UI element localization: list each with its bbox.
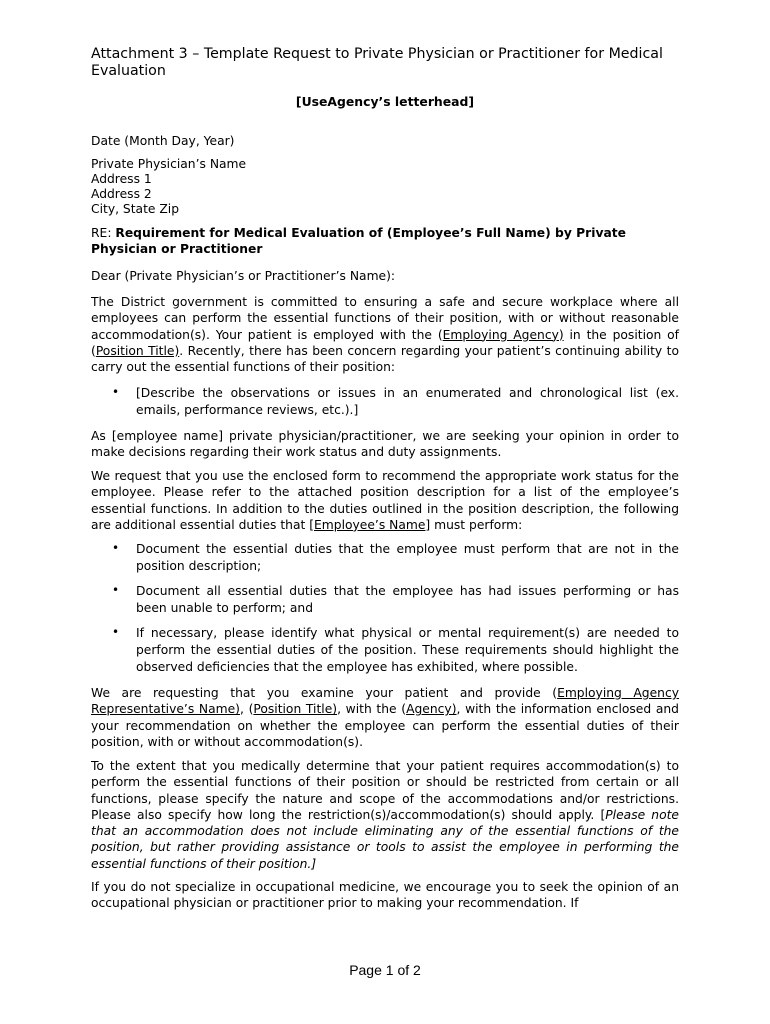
text-run: , ( (239, 702, 254, 717)
paragraph-1 (91, 294, 679, 375)
address-line: City, State Zip (91, 202, 180, 216)
text-run: We are requesting that you examine your patient and provide ( (91, 686, 558, 700)
salutation: Dear (Private Physician’s or Practitioner’s Name): (91, 269, 396, 283)
address-block (91, 157, 246, 217)
italic-note: Please note that an accommodation does not include eliminating any of the essential functions of the position, but rather providing assistance or tools to assist the employee in performing the essential functions of their position.] (91, 807, 679, 871)
address-line: Address 1 (91, 172, 152, 186)
bullet-dot: • (112, 583, 120, 597)
text-run: . Recently, there has been concern regarding your patient’s continuing ability to carry out the essential functions of their position: (91, 343, 679, 375)
bullet-dot: • (112, 385, 120, 399)
position-field: Position Title) (95, 343, 180, 358)
date-line: Date (Month Day, Year) (91, 134, 235, 148)
text-run: We request that you use the enclosed form to recommend the appropriate work status for the employee. Please refer to the attached position description for a list of the employee’s essential functions. In addition to the duties outlined in the position description, the following are additional essential duties that [ (91, 469, 679, 532)
agency-field: Employing Agency) (442, 327, 564, 342)
paragraph-6: If you do not specialize in occupational medicine, we encourage you to seek the opinion of an occupational physician or practitioner prior to making your recommendation. If (91, 880, 679, 911)
representative-field: Employing Agency Representative’s Name) (91, 686, 680, 717)
text-run: To the extent that you medically determine that your patient requires accommodation(s) to perform the essential functions of their position or should be restricted from certain or all functions, please specify the nature and scope of the accommodations and/or restrictions. Please also specify how long the restriction(s)/accommodation(s) should apply. [ (91, 759, 679, 822)
employee-name-field: Employee’s Name] (314, 517, 431, 532)
paragraph-3 (91, 468, 679, 533)
text-run: must perform: (430, 517, 523, 532)
bullet-item: [Describe the observations or issues in an enumerated and chronological list (ex. emails, performance reviews, etc.).] (136, 386, 679, 417)
text-run: , with the information enclosed and your recommendation on whether the employee can perform the essential duties of their position, with or without accommodation(s). (91, 702, 679, 749)
agency-field: Agency) (406, 702, 457, 717)
address-line: Private Physician’s Name (91, 157, 247, 171)
paragraph-5 (91, 758, 679, 872)
position-field: Position Title) (253, 702, 338, 717)
bullet-item: If necessary, please identify what physical or mental requirement(s) are needed to perform the essential duties of the position. These requirements should highlight the observed deficiencies that the employee has exhibited, where possible. (136, 626, 679, 674)
bullet-item: Document the essential duties that the employee must perform that are not in the position description; (136, 542, 679, 573)
text-run: , with the ( (337, 702, 407, 717)
re-subject: Requirement for Medical Evaluation of (Employee’s Full Name) by Private Physician or Practitioner (91, 226, 626, 257)
bullet-dot: • (112, 541, 120, 555)
address-line: Address 2 (91, 187, 152, 201)
paragraph-2: As [employee name] private physician/practitioner, we are seeking your opinion in order to make decisions regarding their work status and duty assignments. (91, 429, 679, 460)
bullet-item: Document all essential duties that the employee has had issues performing or has been unable to perform; and (136, 584, 679, 615)
text-run: in the position of ( (91, 327, 679, 358)
document-title: Attachment 3 – Template Request to Private Physician or Practitioner for Medical Evaluation (91, 46, 663, 79)
bullet-dot: • (112, 625, 120, 639)
text-run: The District government is committed to ensuring a safe and secure workplace where all employees can perform the essential functions of their position, with or without reasonable accommodation(s). Your patient is employed with the ( (91, 295, 679, 342)
letterhead-placeholder: [UseAgency’s letterhead] (295, 94, 475, 109)
re-line (91, 225, 679, 258)
page-number: Page 1 of 2 (349, 962, 421, 978)
re-prefix: RE: (91, 226, 116, 240)
paragraph-4 (91, 685, 679, 750)
